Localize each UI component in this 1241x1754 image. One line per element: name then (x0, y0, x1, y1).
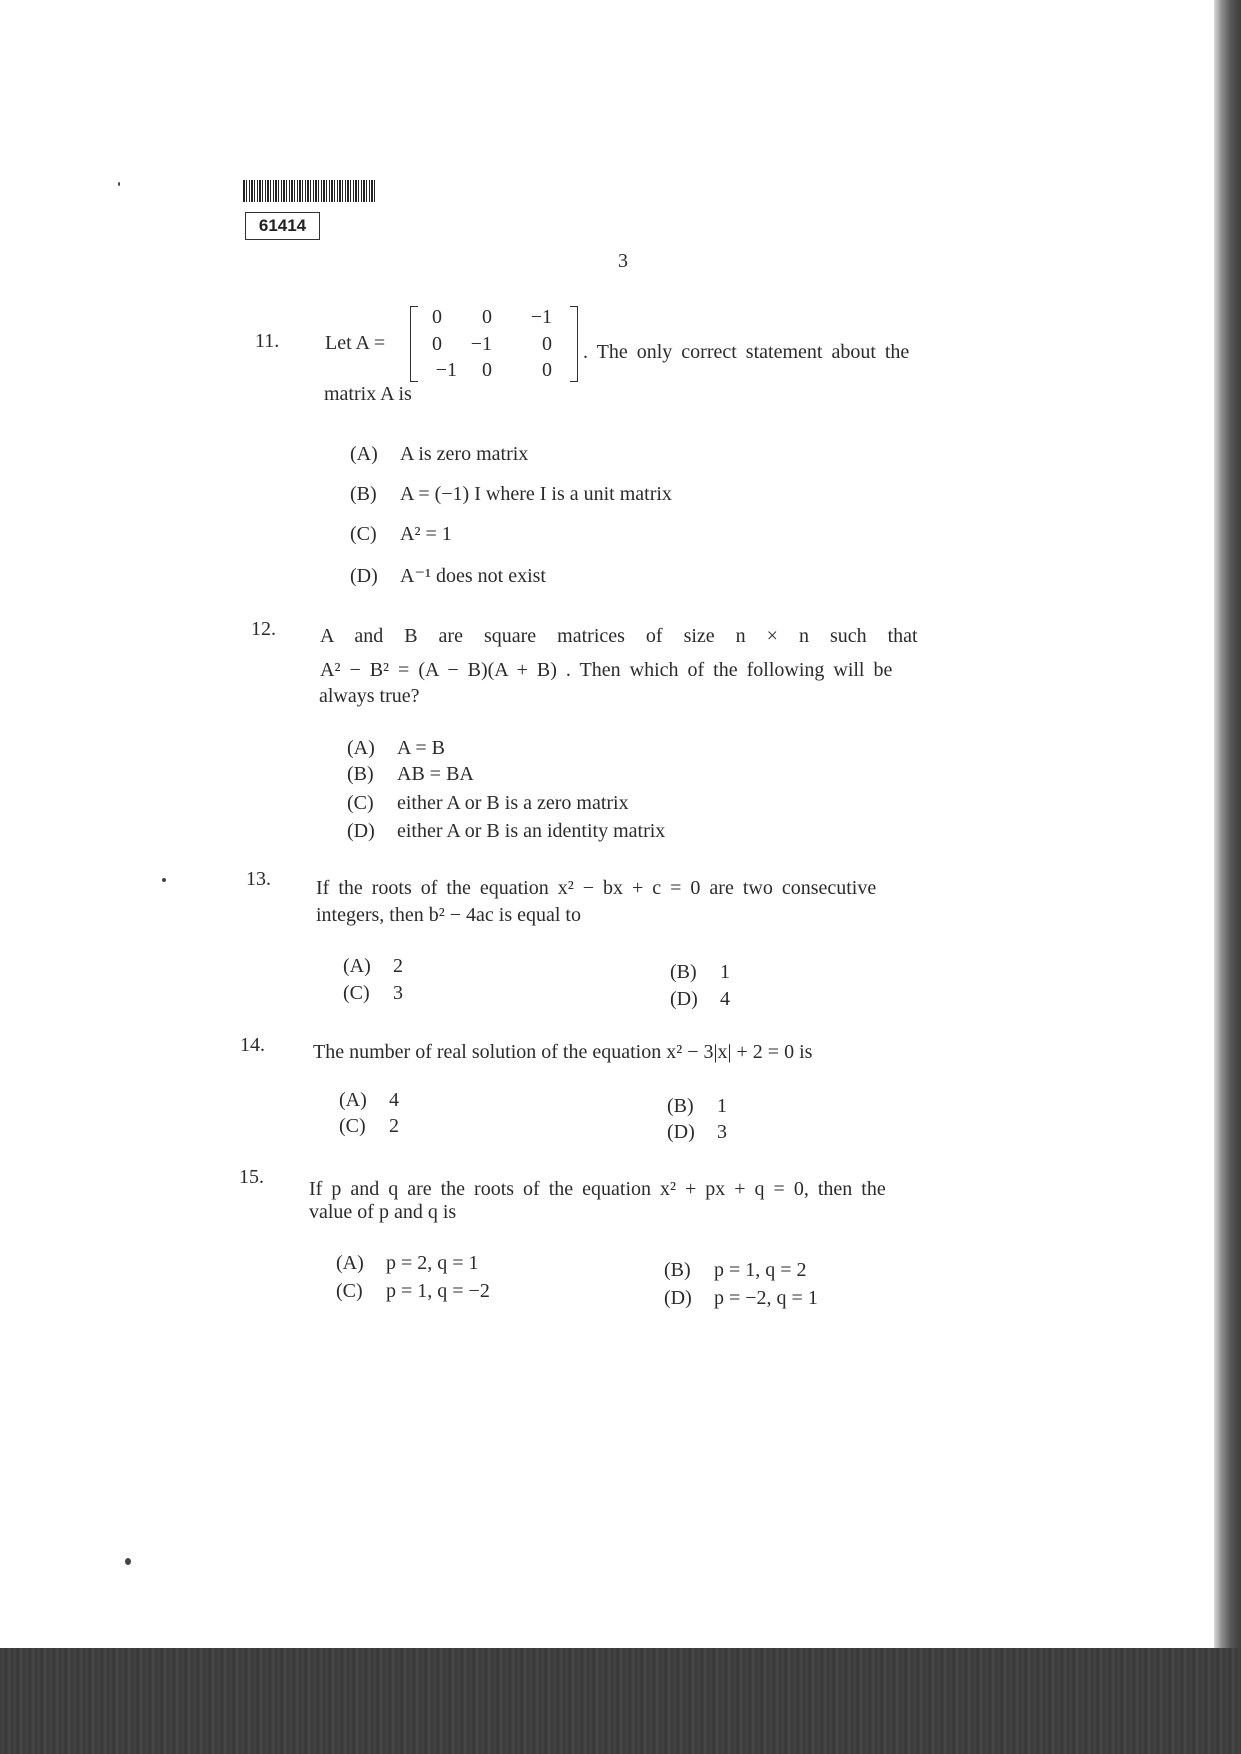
option-text: p = 1, q = −2 (386, 1280, 490, 1302)
option-text: AB = BA (397, 763, 474, 785)
q12-option-d (347, 820, 665, 843)
matrix-right-bracket (570, 306, 578, 382)
q11-option-a (350, 443, 528, 466)
option-label: (C) (347, 792, 374, 814)
q11-line2: matrix A is (324, 383, 412, 405)
q12-option-c (347, 792, 629, 815)
q15-line1: If p and q are the roots of the equation x² + px + q = 0, then the (309, 1178, 886, 1200)
option-text: A = (−1) I where I is a unit matrix (400, 483, 672, 505)
option-label: (B) (670, 961, 697, 983)
q13-option-a (343, 955, 403, 978)
q13-number: 13. (246, 868, 271, 890)
q14-option-a (339, 1089, 399, 1112)
option-text: 3 (393, 982, 403, 1004)
barcode-image (243, 180, 377, 202)
q11-prefix: Let A = (325, 332, 386, 354)
option-text: A⁻¹ does not exist (400, 565, 546, 587)
option-label: (A) (347, 737, 375, 759)
matrix-cell: 0 (432, 333, 442, 355)
page-number: 3 (618, 250, 628, 272)
q15-option-a (336, 1252, 479, 1275)
option-label: (B) (664, 1259, 691, 1281)
q11-option-d (350, 563, 546, 588)
q12-option-b (347, 763, 474, 786)
q12-line3: always true? (319, 685, 420, 707)
q13-line2: integers, then b² − 4ac is equal to (316, 904, 581, 926)
option-label: (B) (667, 1095, 694, 1117)
q11-option-c (350, 523, 452, 546)
option-label: (A) (339, 1089, 367, 1111)
q11-option-b (350, 483, 672, 506)
option-label: (D) (664, 1287, 692, 1309)
q12-number: 12. (251, 618, 276, 640)
q12-option-a (347, 737, 445, 760)
option-text: A is zero matrix (400, 443, 529, 465)
option-text: A = B (397, 737, 445, 759)
option-label: (B) (347, 763, 374, 785)
option-label: (B) (350, 483, 377, 505)
q15-line2: value of p and q is (309, 1201, 457, 1223)
option-label: (A) (350, 443, 378, 465)
q15-number: 15. (239, 1166, 264, 1188)
q14-line1: The number of real solution of the equation x² − 3|x| + 2 = 0 is (313, 1041, 813, 1063)
scan-speck (125, 1558, 131, 1565)
matrix-cell: 0 (482, 359, 492, 381)
option-label: (D) (670, 988, 698, 1010)
option-text: 2 (393, 955, 403, 977)
option-label: (D) (347, 820, 375, 842)
q11-number: 11. (255, 330, 280, 352)
q13-option-b (670, 961, 730, 984)
option-text: 2 (389, 1115, 399, 1137)
matrix-cell: 0 (482, 306, 492, 328)
option-text: 1 (720, 961, 730, 983)
option-text: p = −2, q = 1 (714, 1287, 818, 1309)
option-text: either A or B is a zero matrix (397, 792, 629, 814)
q15-option-b (664, 1259, 807, 1282)
q11-suffix: . The only correct statement about the (583, 341, 910, 363)
matrix-cell: 0 (542, 359, 552, 381)
matrix-cell: −1 (530, 306, 552, 328)
matrix-cell: 0 (432, 306, 442, 328)
option-label: (A) (343, 955, 371, 977)
option-label: (C) (350, 523, 377, 545)
matrix-cell: −1 (470, 333, 492, 355)
q13-line1: If the roots of the equation x² − bx + c = 0 are two consecutive (316, 877, 877, 899)
option-text: p = 2, q = 1 (386, 1252, 479, 1274)
scan-speck (162, 878, 166, 882)
paper-code: 61414 (245, 212, 320, 240)
option-label: (C) (339, 1115, 366, 1137)
option-text: 1 (717, 1095, 727, 1117)
option-text: 4 (389, 1089, 399, 1111)
scan-edge-shadow (1214, 0, 1241, 1754)
matrix-cell: 0 (542, 333, 552, 355)
option-label: (A) (336, 1252, 364, 1274)
q12-line2: A² − B² = (A − B)(A + B) . Then which of the following will be (320, 659, 893, 681)
option-label: (D) (350, 565, 378, 587)
q15-option-c (336, 1280, 490, 1303)
option-text: A² = 1 (400, 523, 452, 545)
q13-option-d (670, 988, 730, 1011)
q12-line1: A and B are square matrices of size n × n such that (320, 625, 918, 647)
q15-option-d (664, 1287, 818, 1310)
q11-matrix (410, 306, 578, 382)
option-label: (D) (667, 1121, 695, 1143)
matrix-cell: −1 (435, 359, 457, 381)
q14-number: 14. (240, 1034, 265, 1056)
option-text: 3 (717, 1121, 727, 1143)
q14-option-d (667, 1121, 727, 1144)
option-text: p = 1, q = 2 (714, 1259, 807, 1281)
option-text: either A or B is an identity matrix (397, 820, 666, 842)
q14-option-b (667, 1095, 727, 1118)
option-label: (C) (343, 982, 370, 1004)
option-text: 4 (720, 988, 730, 1010)
option-label: (C) (336, 1280, 363, 1302)
scan-speck (118, 182, 120, 186)
scan-bottom-margin (0, 1648, 1241, 1754)
q13-option-c (343, 982, 403, 1005)
q14-option-c (339, 1115, 399, 1138)
